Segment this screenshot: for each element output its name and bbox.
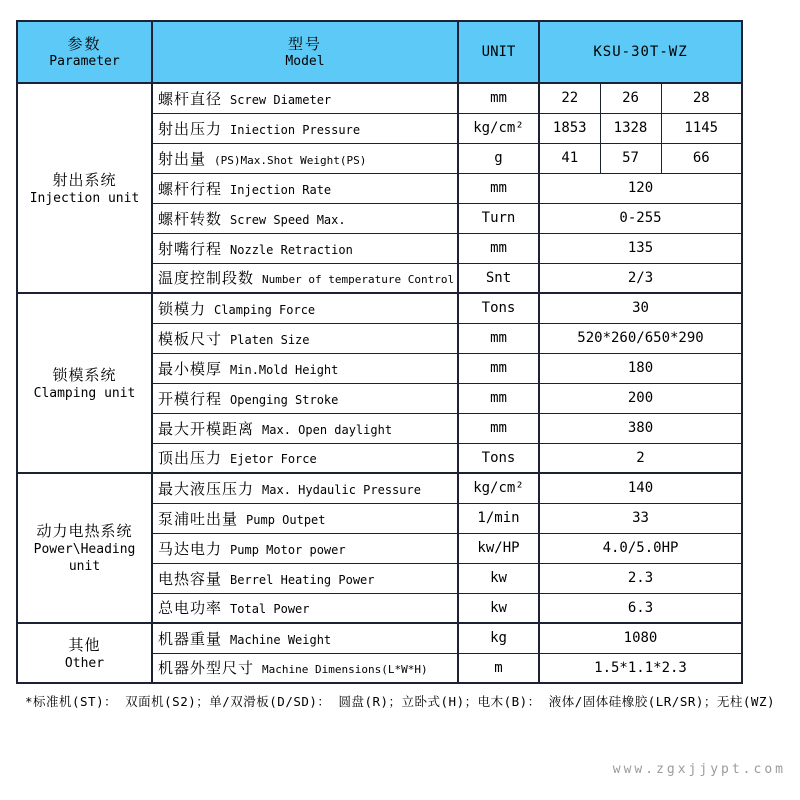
header-row	[17, 21, 742, 83]
unit-cell: mm	[458, 383, 539, 413]
value-cell: 0-255	[539, 203, 742, 233]
value-cell: 2/3	[539, 263, 742, 293]
param-name-cell	[152, 113, 458, 143]
value-cell: 57	[600, 143, 661, 173]
header-model-en: Model	[285, 53, 325, 69]
group-label-en: Other	[64, 655, 105, 671]
param-name-cell	[152, 143, 458, 173]
table-row	[17, 623, 742, 653]
param-name-en: Injection Rate	[230, 182, 332, 197]
param-name-en: Berrel Heating Power	[230, 572, 375, 587]
value-cell: 4.0/5.0HP	[539, 533, 742, 563]
param-name-cell	[152, 353, 458, 383]
header-model-cn: 型号	[287, 34, 322, 53]
param-name-cn: 机器外型尺寸	[158, 659, 255, 678]
param-name-cell	[152, 323, 458, 353]
unit-cell: kw	[458, 593, 539, 623]
value-cell: 1328	[600, 113, 661, 143]
unit-cell: mm	[458, 83, 539, 113]
param-name-cell	[152, 533, 458, 563]
param-name-en: Machine Dimensions(L*W*H)	[262, 663, 428, 677]
unit-cell: mm	[458, 233, 539, 263]
group-label-en: Power\Heading unit	[33, 542, 136, 574]
param-name-cell	[152, 293, 458, 323]
param-name-cell	[152, 383, 458, 413]
header-model	[152, 21, 458, 83]
param-name-cn: 温度控制段数	[158, 269, 255, 288]
unit-cell: kg/cm²	[458, 113, 539, 143]
unit-cell: mm	[458, 353, 539, 383]
group-label-cn: 射出系统	[52, 170, 117, 189]
unit-cell: m	[458, 653, 539, 683]
value-cell: 140	[539, 473, 742, 503]
param-name-en: Nozzle Retraction	[230, 242, 353, 257]
value-cell: 33	[539, 503, 742, 533]
group-label-cn: 动力电热系统	[36, 522, 133, 540]
param-name-cell	[152, 83, 458, 113]
param-name-en: Ejetor Force	[230, 452, 317, 467]
param-name-en: Max. Open daylight	[262, 422, 393, 437]
param-name-cell	[152, 623, 458, 653]
param-name-cell	[152, 473, 458, 503]
param-name-cn: 射出压力	[158, 119, 223, 138]
param-name-cn: 最大开模距离	[158, 419, 255, 438]
param-name-en: Number of temperature Control	[262, 273, 455, 287]
unit-cell: kw	[458, 563, 539, 593]
param-name-en: Pump Outpet	[246, 512, 326, 527]
param-name-en: Max. Hydaulic Pressure	[262, 482, 421, 497]
group-label-en: Clamping unit	[33, 385, 136, 401]
param-name-en: Screw Diameter	[230, 92, 332, 107]
watermark-url: www.zgxjjypt.com	[612, 762, 786, 777]
header-parameter	[17, 21, 152, 83]
unit-cell: mm	[458, 323, 539, 353]
param-name-en: (PS)Max.Shot Weight(PS)	[214, 153, 367, 167]
spec-table	[16, 20, 743, 684]
param-name-cn: 模板尺寸	[158, 329, 223, 348]
value-cell: 66	[661, 143, 742, 173]
param-name-cn: 开模行程	[158, 389, 223, 408]
unit-cell: kw/HP	[458, 533, 539, 563]
group-label-cn: 锁模系统	[52, 365, 117, 384]
param-name-cn: 螺杆转数	[158, 209, 223, 228]
value-cell: 200	[539, 383, 742, 413]
param-name-cell	[152, 233, 458, 263]
value-cell: 26	[600, 83, 661, 113]
param-name-cn: 最小模厚	[158, 359, 223, 378]
param-name-cn: 顶出压力	[158, 449, 223, 468]
unit-cell: Tons	[458, 443, 539, 473]
param-name-en: Iniection Pressure	[230, 122, 361, 137]
unit-cell: 1/min	[458, 503, 539, 533]
footnote: *标准机(ST)： 双面机(S2)；单/双滑板(D/SD)： 圆盘(R)；立卧式(H)；电木(B)： 液体/固体硅橡胶(LR/SR)；无柱(WZ)	[24, 694, 776, 709]
param-name-en: Openging Stroke	[230, 392, 339, 407]
value-cell: 28	[661, 83, 742, 113]
param-name-cn: 总电功率	[158, 599, 223, 618]
header-parameter-cn: 参数	[67, 34, 102, 53]
header-unit: UNIT	[458, 21, 539, 83]
param-name-en: Total Power	[230, 602, 310, 617]
param-name-en: Machine Weight	[230, 632, 332, 647]
value-cell: 120	[539, 173, 742, 203]
value-cell: 41	[539, 143, 600, 173]
table-header	[17, 21, 742, 83]
value-cell: 1080	[539, 623, 742, 653]
unit-cell: kg/cm²	[458, 473, 539, 503]
param-name-cell	[152, 443, 458, 473]
param-name-cn: 马达电力	[158, 539, 223, 558]
header-parameter-en: Parameter	[49, 53, 120, 69]
param-name-cn: 射出量	[158, 149, 207, 168]
param-name-cell	[152, 503, 458, 533]
table-row	[17, 293, 742, 323]
group-cell	[17, 473, 152, 623]
value-cell: 6.3	[539, 593, 742, 623]
group-cell	[17, 293, 152, 473]
param-name-cn: 最大液压压力	[158, 479, 255, 498]
table-body	[17, 83, 742, 683]
value-cell: 380	[539, 413, 742, 443]
value-cell: 30	[539, 293, 742, 323]
param-name-cn: 锁模力	[158, 299, 207, 318]
group-cell	[17, 83, 152, 293]
unit-cell: mm	[458, 173, 539, 203]
param-name-cell	[152, 203, 458, 233]
param-name-cn: 螺杆行程	[158, 179, 223, 198]
value-cell: 135	[539, 233, 742, 263]
value-cell: 2.3	[539, 563, 742, 593]
param-name-en: Screw Speed Max.	[230, 212, 346, 227]
value-cell: 1145	[661, 113, 742, 143]
group-label-en: Injection unit	[29, 190, 140, 206]
param-name-cn: 机器重量	[158, 629, 223, 648]
value-cell: 2	[539, 443, 742, 473]
table-row	[17, 83, 742, 113]
param-name-cell	[152, 593, 458, 623]
param-name-cell	[152, 263, 458, 293]
param-name-cell	[152, 563, 458, 593]
param-name-cn: 射嘴行程	[158, 239, 223, 258]
unit-cell: g	[458, 143, 539, 173]
param-name-en: Min.Mold Height	[230, 362, 339, 377]
table-row	[17, 473, 742, 503]
group-label-cn: 其他	[68, 635, 101, 654]
param-name-en: Clamping Force	[214, 302, 316, 317]
param-name-cn: 电热容量	[158, 569, 223, 588]
param-name-en: Platen Size	[230, 332, 310, 347]
unit-cell: Turn	[458, 203, 539, 233]
unit-cell: mm	[458, 413, 539, 443]
group-cell	[17, 623, 152, 683]
param-name-en: Pump Motor power	[230, 542, 346, 557]
value-cell: 180	[539, 353, 742, 383]
value-cell: 520*260/650*290	[539, 323, 742, 353]
unit-cell: Tons	[458, 293, 539, 323]
param-name-cell	[152, 653, 458, 683]
value-cell: 1853	[539, 113, 600, 143]
param-name-cell	[152, 173, 458, 203]
param-name-cn: 螺杆直径	[158, 89, 223, 108]
param-name-cell	[152, 413, 458, 443]
unit-cell: Snt	[458, 263, 539, 293]
param-name-cn: 泵浦吐出量	[158, 509, 239, 528]
unit-cell: kg	[458, 623, 539, 653]
value-cell: 1.5*1.1*2.3	[539, 653, 742, 683]
value-cell: 22	[539, 83, 600, 113]
header-model-value: KSU-30T-WZ	[539, 21, 742, 83]
